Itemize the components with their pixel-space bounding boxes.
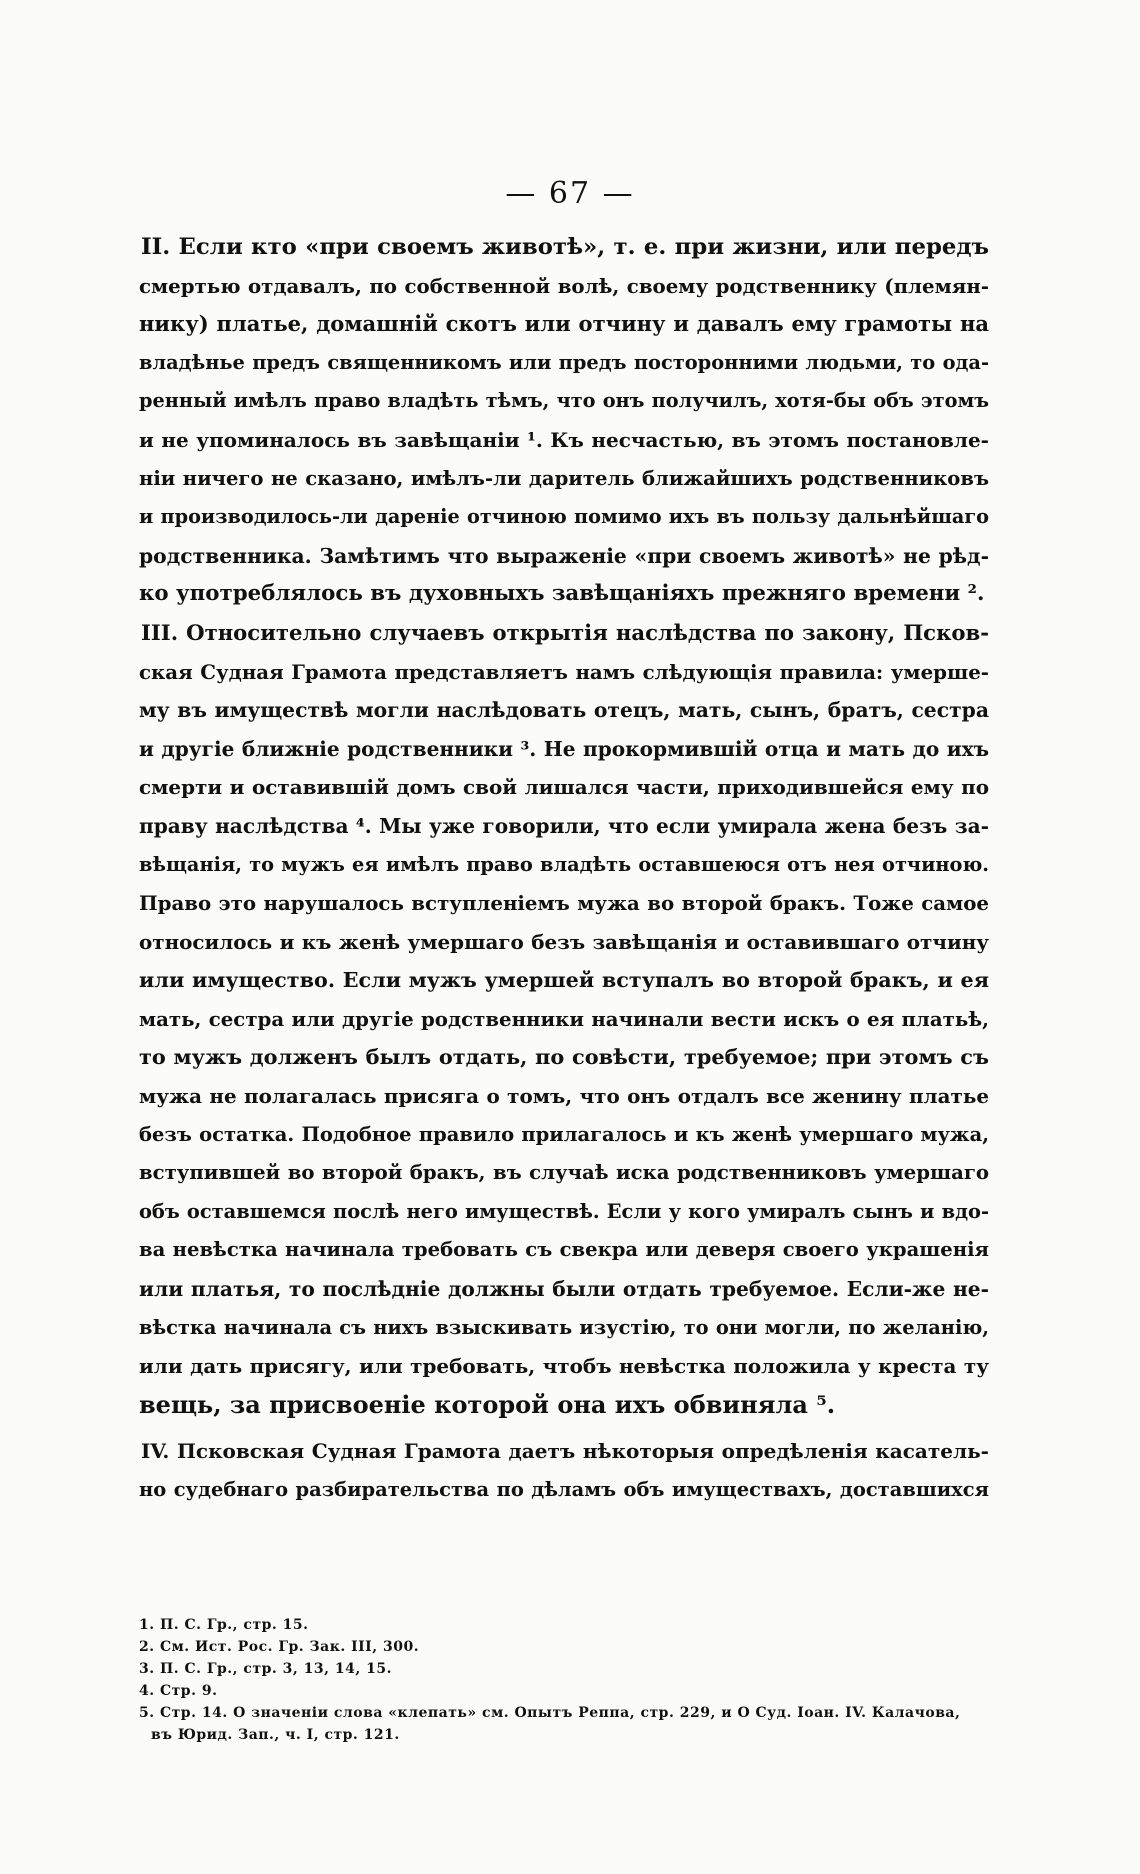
text-line: ко употреблялось въ духовныхъ завѣщаніяхъ прежняго времени ². <box>139 581 985 607</box>
text-line: ская Судная Грамота представляетъ намъ слѣдующія правила: умерше- <box>139 659 989 684</box>
text-line: или платья, то послѣдніе должны были отдать требуемое. Если-же не- <box>139 1277 989 1302</box>
footnote-5: 5. Стр. 14. О значеніи слова «клепать» см. Опытъ Реппа, стр. 229, и О Суд. Іоан. IV. Калачова, <box>139 1705 961 1721</box>
text-line: и производилось-ли дареніе отчиною помимо ихъ въ пользу дальнѣйшаго <box>139 505 989 529</box>
text-line: но судебнаго разбирательства по дѣламъ объ имуществахъ, доставшихся <box>139 1478 989 1501</box>
text-line: ніи ничего не сказано, имѣлъ-ли даритель ближайшихъ родственниковъ <box>139 466 989 490</box>
text-line: мужа не полагалась присяга о томъ, что онъ отдалъ все женину платье <box>139 1084 989 1109</box>
text-line: нику) платье, домашній скотъ или отчину и давалъ ему грамоты на <box>139 311 989 337</box>
text-line: вступившей во второй бракъ, въ случаѣ иска родственниковъ умершаго <box>139 1161 989 1185</box>
text-line: Право это нарушалось вступленіемъ мужа во второй бракъ. Тоже самое <box>139 891 989 916</box>
text-line: ва невѣстка начинала требовать съ свекра или деверя своего украшенія <box>139 1238 989 1262</box>
text-line: владѣнье предъ священникомъ или предъ посторонними людьми, то ода- <box>139 350 989 374</box>
text-line: IV. Псковская Судная Грамота даетъ нѣкоторыя опредѣленія касатель- <box>141 1439 989 1464</box>
paragraph-iv <box>139 1432 989 1509</box>
text-line: и другіе ближніе родственники ³. Не прокормившій отца и мать до ихъ <box>139 736 989 761</box>
footnote-5-continuation: въ Юрид. Зап., ч. I, стр. 121. <box>151 1727 400 1743</box>
text-line: праву наслѣдства ⁴. Мы уже говорили, что если умирала жена безъ за- <box>139 813 989 838</box>
text-line: безъ остатка. Подобное правило прилагалось и къ женѣ умершаго мужа, <box>139 1122 989 1146</box>
footnotes <box>139 1614 989 1746</box>
main-text <box>139 228 989 1510</box>
text-line: родственника. Замѣтимъ что выраженіе «при своемъ животѣ» не рѣд- <box>139 543 989 568</box>
text-line: вѣстка начинала съ нихъ взыскивать изустію, то они могли, по желанію, <box>139 1315 989 1339</box>
text-line: или дать присягу, или требовать, чтобъ невѣстка положила у креста ту <box>139 1354 989 1379</box>
footnote-3: 3. П. С. Гр., стр. 3, 13, 14, 15. <box>139 1661 392 1677</box>
text-line: III. Относительно случаевъ открытія наслѣдства по закону, Псков- <box>141 619 989 645</box>
text-line: смерти и оставившій домъ свой лишался части, приходившейся ему по <box>139 775 989 800</box>
text-line: то мужъ долженъ былъ отдать, по совѣсти, требуемое; при этомъ съ <box>139 1044 989 1070</box>
paragraph-iii <box>139 614 989 1424</box>
text-line: относилось и къ женѣ умершаго безъ завѣщанія и оставившаго отчину <box>139 929 989 954</box>
text-line: мать, сестра или другіе родственники начинали вести искъ о ея платьѣ, <box>139 1006 989 1031</box>
text-line: му въ имуществѣ могли наслѣдовать отецъ, мать, сынъ, братъ, сестра <box>139 698 989 723</box>
footnote-1: 1. П. С. Гр., стр. 15. <box>139 1617 309 1633</box>
text-line: вѣщанія, то мужъ ея имѣлъ право владѣть оставшеюся отъ нея отчиною. <box>139 852 989 876</box>
footnote-2: 2. См. Ист. Рос. Гр. Зак. III, 300. <box>139 1639 420 1655</box>
page-number: — 67 — <box>505 176 635 211</box>
text-line: вещь, за присвоеніе которой она ихъ обвиняла ⁵. <box>139 1389 836 1419</box>
text-line: объ оставшемся послѣ него имуществѣ. Если у кого умиралъ сынъ и вдо- <box>139 1199 989 1223</box>
text-line: и не упоминалось въ завѣщаніи ¹. Къ несчастью, въ этомъ постановле- <box>139 427 989 452</box>
text-line: смертью отдавалъ, по собственной волѣ, своему родственнику (племян- <box>139 273 989 298</box>
text-line: II. Если кто «при своемъ животѣ», т. е. при жизни, или передъ <box>141 234 989 260</box>
paragraph-ii <box>139 228 989 614</box>
footnote-4: 4. Стр. 9. <box>139 1683 218 1699</box>
text-line: или имущество. Если мужъ умершей вступалъ во второй бракъ, и ея <box>139 968 989 993</box>
text-line: ренный имѣлъ право владѣть тѣмъ, что онъ получилъ, хотя-бы объ этомъ <box>139 389 989 413</box>
